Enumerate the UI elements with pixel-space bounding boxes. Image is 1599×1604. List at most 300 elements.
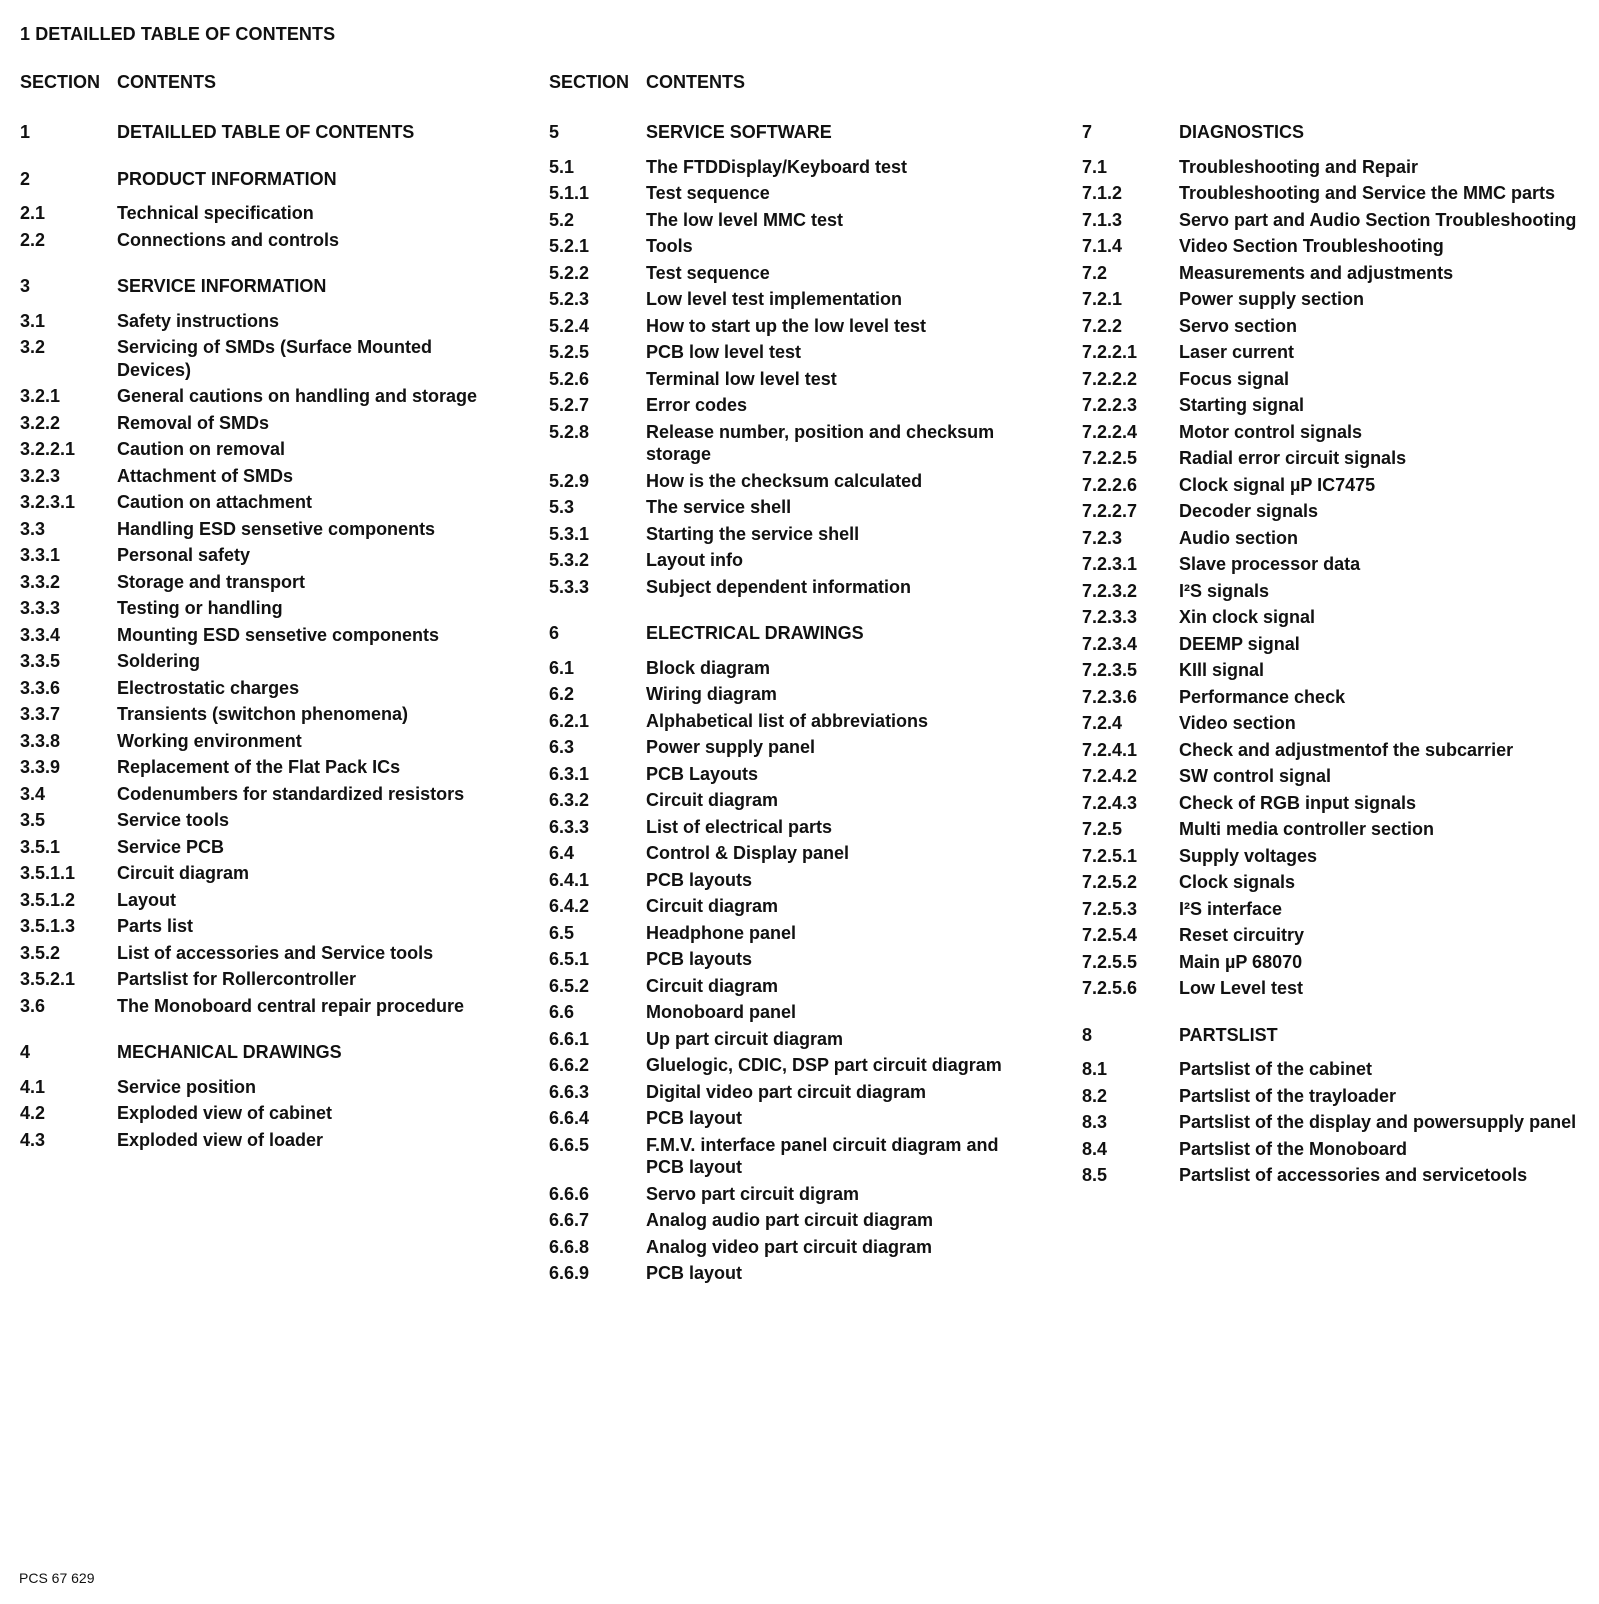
toc-entry-number: 5.2.1 [549, 236, 590, 256]
toc-entry-title: Caution on removal [117, 439, 286, 459]
toc-entry-title: PRODUCT INFORMATION [117, 168, 337, 189]
toc-entry [549, 1262, 1019, 1285]
toc-entry-title: KIll signal [1179, 660, 1265, 680]
toc-entry-title: Connections and controls [117, 229, 340, 250]
toc-entry [20, 730, 490, 753]
toc-entry-number: 6.3 [549, 737, 575, 757]
toc-entry [20, 544, 490, 567]
toc-entry [1082, 845, 1582, 868]
toc-entry-title: Safety instructions [117, 310, 280, 331]
toc-entry-number: 3.2.1 [20, 386, 61, 406]
section-header: SECTION [549, 72, 630, 92]
toc-entry [549, 235, 1019, 258]
toc-entry-title: The Monoboard central repair procedure [117, 995, 465, 1016]
toc-entry-title: Reset circuitry [1179, 925, 1305, 945]
toc-entry-title: Power supply panel [646, 737, 816, 757]
toc-entry-title: MECHANICAL DRAWINGS [117, 1042, 342, 1062]
toc-entry-title: Servo part and Audio Section Troubleshooting [1179, 209, 1577, 230]
toc-entry-title: List of electrical parts [646, 816, 833, 837]
toc-entry-title: Release number, position and checksum storage [646, 421, 995, 464]
toc-entry-title: PARTSLIST [1179, 1024, 1278, 1045]
toc-entry [549, 368, 1019, 391]
toc-entry-number: 6.5.2 [549, 975, 590, 996]
toc-entry-number: 3.5.2 [20, 942, 61, 963]
toc-entry-number: 6.5 [549, 922, 575, 943]
toc-entry-number: 7.2.2 [1082, 315, 1123, 336]
toc-entry-title: Servicing of SMDs (Surface Mounted Devices) [117, 337, 433, 380]
toc-entry-number: 7.2.2.3 [1082, 395, 1138, 415]
toc-entry-number: 5.2.3 [549, 289, 590, 309]
toc-entry-number: 7.2.3 [1082, 527, 1123, 548]
toc-entry [20, 518, 490, 541]
toc-entry-title: PCB layout [646, 1263, 743, 1283]
toc-entry [549, 470, 1019, 493]
toc-entry [1082, 1058, 1582, 1081]
toc-entry [1082, 288, 1582, 311]
toc-entry-title: Slave processor data [1179, 554, 1361, 574]
toc-entry-title: Service tools [117, 810, 230, 830]
toc-entry [549, 209, 1019, 232]
toc-entry-number: 7.2.2.5 [1082, 448, 1138, 468]
toc-entry-number: 7.2.5.4 [1082, 925, 1138, 945]
toc-entry-title: Exploded view of loader [117, 1129, 324, 1150]
toc-entry [549, 657, 1019, 680]
toc-entry-number: 7.2.2.6 [1082, 474, 1138, 495]
toc-entry [549, 869, 1019, 892]
toc-entry [20, 597, 490, 620]
toc-entry [1082, 924, 1582, 947]
toc-entry [1082, 951, 1582, 974]
toc-entry [549, 1028, 1019, 1051]
toc-entry-number: 5.2.5 [549, 342, 590, 362]
toc-entry-number: 3 [20, 276, 31, 296]
toc-entry [549, 789, 1019, 812]
toc-entry [20, 703, 490, 726]
toc-entry-title: F.M.V. interface panel circuit diagram and PCB layout [646, 1134, 999, 1177]
toc-section-heading [20, 275, 490, 298]
toc-entry-title: Circuit diagram [117, 863, 250, 883]
toc-entry-title: Circuit diagram [646, 896, 779, 916]
toc-entry [20, 1102, 490, 1125]
toc-entry-title: Partslist of the cabinet [1179, 1059, 1373, 1079]
toc-entry-number: 3.3.7 [20, 704, 61, 724]
toc-entry-title: Circuit diagram [646, 790, 779, 810]
toc-entry-number: 7.2.3.3 [1082, 607, 1138, 627]
toc-entry-number: 6.4 [549, 843, 575, 863]
toc-entry-number: 7.2.4.3 [1082, 792, 1138, 813]
toc-entry-number: 5.3.3 [549, 576, 590, 597]
toc-entry [549, 816, 1019, 839]
toc-entry [549, 496, 1019, 519]
column-header [20, 72, 490, 96]
toc-entry-number: 5.3.1 [549, 523, 590, 544]
toc-entry-number: 6.6.1 [549, 1028, 590, 1049]
toc-entry-title: Block diagram [646, 657, 771, 678]
toc-entry [549, 1134, 1019, 1179]
toc-entry-number: 3.3.6 [20, 677, 61, 698]
toc-entry-title: Attachment of SMDs [117, 465, 294, 486]
toc-entry-number: 3.1 [20, 310, 46, 331]
toc-entry-number: 6.2 [549, 684, 575, 704]
toc-entry [549, 763, 1019, 786]
toc-entry-number: 5.1 [549, 156, 575, 177]
toc-entry [1082, 712, 1582, 735]
toc-entry [1082, 527, 1582, 550]
toc-entry-number: 4.2 [20, 1103, 46, 1123]
toc-entry-title: Soldering [117, 651, 201, 671]
toc-entry-title: Control & Display panel [646, 843, 850, 863]
toc-entry [549, 1001, 1019, 1024]
toc-entry [1082, 818, 1582, 841]
toc-entry-title: Testing or handling [117, 598, 283, 618]
toc-entry-number: 7.1 [1082, 156, 1108, 177]
toc-entry-title: Handling ESD sensetive components [117, 518, 436, 539]
toc-entry-number: 7.2.3.2 [1082, 580, 1138, 601]
toc-entry-title: Video Section Troubleshooting [1179, 236, 1444, 256]
toc-entry [549, 710, 1019, 733]
toc-entry [1082, 1164, 1582, 1187]
toc-entry-title: Analog audio part circuit diagram [646, 1210, 934, 1230]
toc-entry-number: 8 [1082, 1024, 1093, 1045]
document-code: PCS 67 629 [19, 1570, 95, 1586]
toc-entry [20, 385, 490, 408]
toc-entry-title: Clock signal µP IC7475 [1179, 474, 1376, 495]
toc-entry [1082, 447, 1582, 470]
toc-entry [549, 948, 1019, 971]
toc-entry-title: Headphone panel [646, 922, 797, 943]
toc-entry [549, 182, 1019, 205]
toc-entry-number: 6.6.3 [549, 1081, 590, 1102]
toc-entry [20, 650, 490, 673]
toc-entry [20, 310, 490, 333]
toc-entry-title: Circuit diagram [646, 975, 779, 996]
toc-entry-number: 8.4 [1082, 1138, 1108, 1159]
toc-entry-number: 6.6.2 [549, 1055, 590, 1075]
toc-entry-number: 7.2.4.1 [1082, 739, 1138, 760]
toc-entry-number: 5.2.4 [549, 315, 590, 336]
toc-entry-title: DIAGNOSTICS [1179, 122, 1305, 142]
toc-entry-number: 8.1 [1082, 1059, 1108, 1079]
toc-entry [1082, 500, 1582, 523]
toc-entry-title: Partslist of the trayloader [1179, 1085, 1397, 1106]
toc-entry-title: Layout [117, 889, 177, 910]
toc-entry-number: 7.2.5.1 [1082, 845, 1138, 866]
toc-entry-list [20, 121, 490, 1151]
toc-entry [1082, 368, 1582, 391]
toc-entry-number: 6.6.9 [549, 1263, 590, 1283]
toc-entry-title: Power supply section [1179, 289, 1365, 309]
toc-entry [20, 571, 490, 594]
toc-entry-number: 3.3.4 [20, 624, 61, 645]
toc-entry-number: 6.6.7 [549, 1210, 590, 1230]
toc-entry-number: 8.5 [1082, 1165, 1108, 1185]
toc-entry-number: 7 [1082, 122, 1093, 142]
toc-entry [1082, 209, 1582, 232]
toc-entry [20, 412, 490, 435]
toc-entry [1082, 182, 1582, 205]
section-header: SECTION [20, 72, 101, 92]
toc-entry-number: 3.6 [20, 995, 46, 1016]
toc-entry-title: Parts list [117, 916, 194, 936]
toc-entry-number: 7.2.3.1 [1082, 554, 1138, 574]
toc-entry [549, 1183, 1019, 1206]
toc-entry-number: 8.3 [1082, 1112, 1108, 1132]
toc-entry-title: Performance check [1179, 686, 1346, 707]
toc-entry-title: Service position [117, 1076, 257, 1097]
toc-entry [20, 836, 490, 859]
toc-entry-number: 6.4.1 [549, 869, 590, 890]
toc-entry-title: How is the checksum calculated [646, 470, 923, 491]
toc-entry-number: 5 [549, 122, 560, 142]
toc-entry-title: The low level MMC test [646, 209, 844, 230]
toc-entry-number: 6.2.1 [549, 710, 590, 731]
toc-entry-title: Multi media controller section [1179, 819, 1435, 839]
toc-entry [549, 1236, 1019, 1259]
toc-entry-number: 4.3 [20, 1129, 46, 1150]
toc-entry [549, 1081, 1019, 1104]
toc-entry-title: SW control signal [1179, 766, 1332, 786]
toc-entry-number: 3.5.1 [20, 836, 61, 857]
toc-entry-title: Partslist for Rollercontroller [117, 969, 357, 989]
toc-entry-number: 3.2 [20, 337, 46, 357]
toc-entry-number: 3.2.3.1 [20, 492, 76, 512]
toc-entry [549, 394, 1019, 417]
toc-entry-title: PCB layout [646, 1108, 743, 1128]
toc-entry [20, 809, 490, 832]
toc-entry-number: 7.2.2.2 [1082, 368, 1138, 389]
toc-entry-number: 3.3.8 [20, 730, 61, 751]
toc-entry-number: 2 [20, 168, 31, 189]
toc-entry-number: 6.6.6 [549, 1183, 590, 1204]
toc-entry-number: 4 [20, 1042, 31, 1062]
toc-entry-number: 3.5.1.3 [20, 916, 76, 936]
toc-entry [1082, 739, 1582, 762]
toc-entry-number: 3.3.9 [20, 757, 61, 777]
toc-entry [20, 783, 490, 806]
toc-entry [549, 975, 1019, 998]
toc-entry [1082, 792, 1582, 815]
toc-entry-title: Error codes [646, 395, 748, 415]
toc-entry-number: 3.3.2 [20, 571, 61, 592]
toc-entry-title: Transients (switchon phenomena) [117, 704, 409, 724]
toc-entry [20, 202, 490, 225]
toc-entry-number: 7.2.5 [1082, 819, 1123, 839]
toc-entry [1082, 686, 1582, 709]
toc-entry [549, 1209, 1019, 1232]
toc-entry-title: Gluelogic, CDIC, DSP part circuit diagram [646, 1055, 1002, 1075]
toc-entry-title: The service shell [646, 497, 792, 517]
toc-entry-title: DEEMP signal [1179, 633, 1300, 654]
toc-entry-title: Mounting ESD sensetive components [117, 624, 440, 645]
toc-entry [549, 576, 1019, 599]
toc-entry-number: 7.2.4 [1082, 713, 1123, 733]
toc-column-1 [20, 72, 490, 1155]
toc-entry-number: 7.2 [1082, 262, 1108, 283]
toc-entry [549, 262, 1019, 285]
toc-entry-title: PCB layouts [646, 949, 753, 969]
toc-entry-number: 7.2.2.7 [1082, 501, 1138, 521]
toc-entry-title: Video section [1179, 713, 1296, 733]
toc-entry-title: Servo section [1179, 315, 1298, 336]
toc-entry-title: Main µP 68070 [1179, 951, 1303, 972]
toc-entry-title: PCB Layouts [646, 763, 759, 784]
toc-entry-title: Low Level test [1179, 978, 1304, 998]
toc-entry-number: 5.2.6 [549, 368, 590, 389]
toc-entry-number: 6.6.8 [549, 1236, 590, 1257]
toc-entry-title: Personal safety [117, 545, 251, 565]
toc-entry-title: Supply voltages [1179, 845, 1318, 866]
toc-entry [1082, 898, 1582, 921]
toc-entry-list [549, 121, 1019, 1285]
toc-entry-number: 7.2.1 [1082, 289, 1123, 309]
toc-entry-number: 5.3.2 [549, 550, 590, 570]
toc-entry-title: Replacement of the Flat Pack ICs [117, 757, 401, 777]
toc-entry-title: Partslist of the display and powersupply panel [1179, 1112, 1577, 1132]
toc-entry [20, 624, 490, 647]
toc-entry [549, 341, 1019, 364]
toc-entry-title: Check of RGB input signals [1179, 792, 1417, 813]
toc-entry-title: Removal of SMDs [117, 412, 270, 433]
toc-entry-title: Monoboard panel [646, 1002, 796, 1022]
toc-entry [1082, 341, 1582, 364]
toc-entry-number: 7.2.5.2 [1082, 872, 1138, 892]
toc-entry-number: 2.2 [20, 229, 46, 250]
toc-entry-number: 7.1.3 [1082, 209, 1123, 230]
toc-entry [549, 156, 1019, 179]
toc-entry [1082, 765, 1582, 788]
toc-entry-title: Focus signal [1179, 368, 1290, 389]
toc-entry-title: Electrostatic charges [117, 677, 300, 698]
toc-entry-title: Wiring diagram [646, 684, 777, 704]
toc-entry-number: 6.6.5 [549, 1134, 590, 1155]
toc-entry-number: 3.5.1.1 [20, 863, 76, 883]
toc-entry [1082, 633, 1582, 656]
toc-entry [1082, 474, 1582, 497]
toc-entry-number: 6.3.1 [549, 763, 590, 784]
toc-entry [1082, 235, 1582, 258]
toc-entry-number: 7.2.2.1 [1082, 342, 1138, 362]
toc-entry-title: Test sequence [646, 262, 770, 283]
toc-entry-number: 5.2.2 [549, 262, 590, 283]
toc-entry [20, 942, 490, 965]
toc-entry-title: Technical specification [117, 203, 314, 223]
toc-section-heading [549, 121, 1019, 144]
toc-entry-number: 3.5 [20, 810, 46, 830]
toc-entry [1082, 1111, 1582, 1134]
toc-column-2 [549, 72, 1019, 1289]
toc-entry-title: Up part circuit diagram [646, 1028, 844, 1049]
toc-entry [20, 336, 490, 381]
toc-entry-number: 3.4 [20, 783, 46, 804]
toc-entry-title: Digital video part circuit diagram [646, 1081, 927, 1102]
toc-entry [1082, 1138, 1582, 1161]
toc-entry-title: Working environment [117, 730, 302, 751]
toc-entry-number: 3.3 [20, 518, 46, 539]
toc-entry-title: Subject dependent information [646, 576, 912, 597]
toc-entry [20, 465, 490, 488]
toc-entry [20, 1129, 490, 1152]
toc-entry-title: List of accessories and Service tools [117, 942, 434, 963]
toc-entry-title: Storage and transport [117, 571, 306, 592]
toc-entry [20, 915, 490, 938]
toc-column-3 [1082, 121, 1582, 1191]
toc-entry-number: 8.2 [1082, 1085, 1108, 1106]
toc-entry-title: Starting signal [1179, 395, 1305, 415]
toc-entry-title: PCB layouts [646, 869, 753, 890]
toc-entry-title: SERVICE INFORMATION [117, 276, 327, 296]
toc-entry-number: 6 [549, 623, 560, 643]
toc-entry [549, 922, 1019, 945]
toc-entry [549, 288, 1019, 311]
contents-header: CONTENTS [646, 72, 745, 92]
toc-entry-number: 6.6.4 [549, 1108, 590, 1128]
toc-entry-number: 7.1.4 [1082, 236, 1123, 256]
toc-entry-title: DETAILLED TABLE OF CONTENTS [117, 122, 415, 142]
toc-entry-title: Servo part circuit digram [646, 1183, 860, 1204]
toc-entry-number: 6.1 [549, 657, 575, 678]
toc-entry-number: 5.2 [549, 209, 575, 230]
toc-entry-title: Clock signals [1179, 872, 1296, 892]
toc-entry-title: Tools [646, 236, 693, 256]
toc-entry [1082, 421, 1582, 444]
toc-entry-title: Test sequence [646, 183, 770, 203]
toc-entry [1082, 553, 1582, 576]
toc-entry [20, 229, 490, 252]
toc-entry-number: 7.2.5.3 [1082, 898, 1138, 919]
toc-entry [20, 968, 490, 991]
toc-section-heading [1082, 1024, 1582, 1047]
toc-entry-title: Terminal low level test [646, 368, 837, 389]
toc-entry-title: Layout info [646, 550, 743, 570]
toc-entry-number: 5.2.9 [549, 470, 590, 491]
toc-entry-title: Exploded view of cabinet [117, 1103, 333, 1123]
toc-entry [20, 862, 490, 885]
toc-entry-number: 7.2.4.2 [1082, 766, 1138, 786]
toc-entry-title: ELECTRICAL DRAWINGS [646, 623, 864, 643]
toc-entry [549, 315, 1019, 338]
toc-entry-title: Radial error circuit signals [1179, 448, 1407, 468]
toc-entry [1082, 315, 1582, 338]
toc-entry [20, 756, 490, 779]
contents-header: CONTENTS [117, 72, 216, 92]
toc-entry-number: 7.1.2 [1082, 183, 1123, 203]
toc-entry [20, 889, 490, 912]
toc-entry [549, 1054, 1019, 1077]
toc-entry-number: 5.3 [549, 497, 575, 517]
toc-entry-title: Check and adjustmentof the subcarrier [1179, 739, 1514, 760]
toc-entry-title: Xin clock signal [1179, 607, 1316, 627]
toc-entry-title: SERVICE SOFTWARE [646, 122, 832, 142]
toc-entry [1082, 394, 1582, 417]
toc-entry-title: I²S interface [1179, 898, 1283, 919]
toc-entry-number: 7.2.3.5 [1082, 660, 1138, 680]
toc-entry-number: 1 [20, 122, 31, 142]
toc-entry [20, 1076, 490, 1099]
toc-entry-number: 6.5.1 [549, 949, 590, 969]
toc-entry-number: 3.3.1 [20, 545, 61, 565]
toc-entry [549, 683, 1019, 706]
toc-entry-title: Codenumbers for standardized resistors [117, 783, 465, 804]
toc-entry [20, 995, 490, 1018]
toc-section-heading [20, 121, 490, 144]
toc-entry-number: 7.2.3.6 [1082, 686, 1138, 707]
toc-entry-title: Service PCB [117, 836, 225, 857]
toc-entry-title: Partslist of accessories and servicetools [1179, 1165, 1528, 1185]
toc-entry-number: 4.1 [20, 1076, 46, 1097]
toc-entry-title: I²S signals [1179, 580, 1270, 601]
toc-entry [1082, 580, 1582, 603]
toc-entry-number: 7.2.3.4 [1082, 633, 1138, 654]
